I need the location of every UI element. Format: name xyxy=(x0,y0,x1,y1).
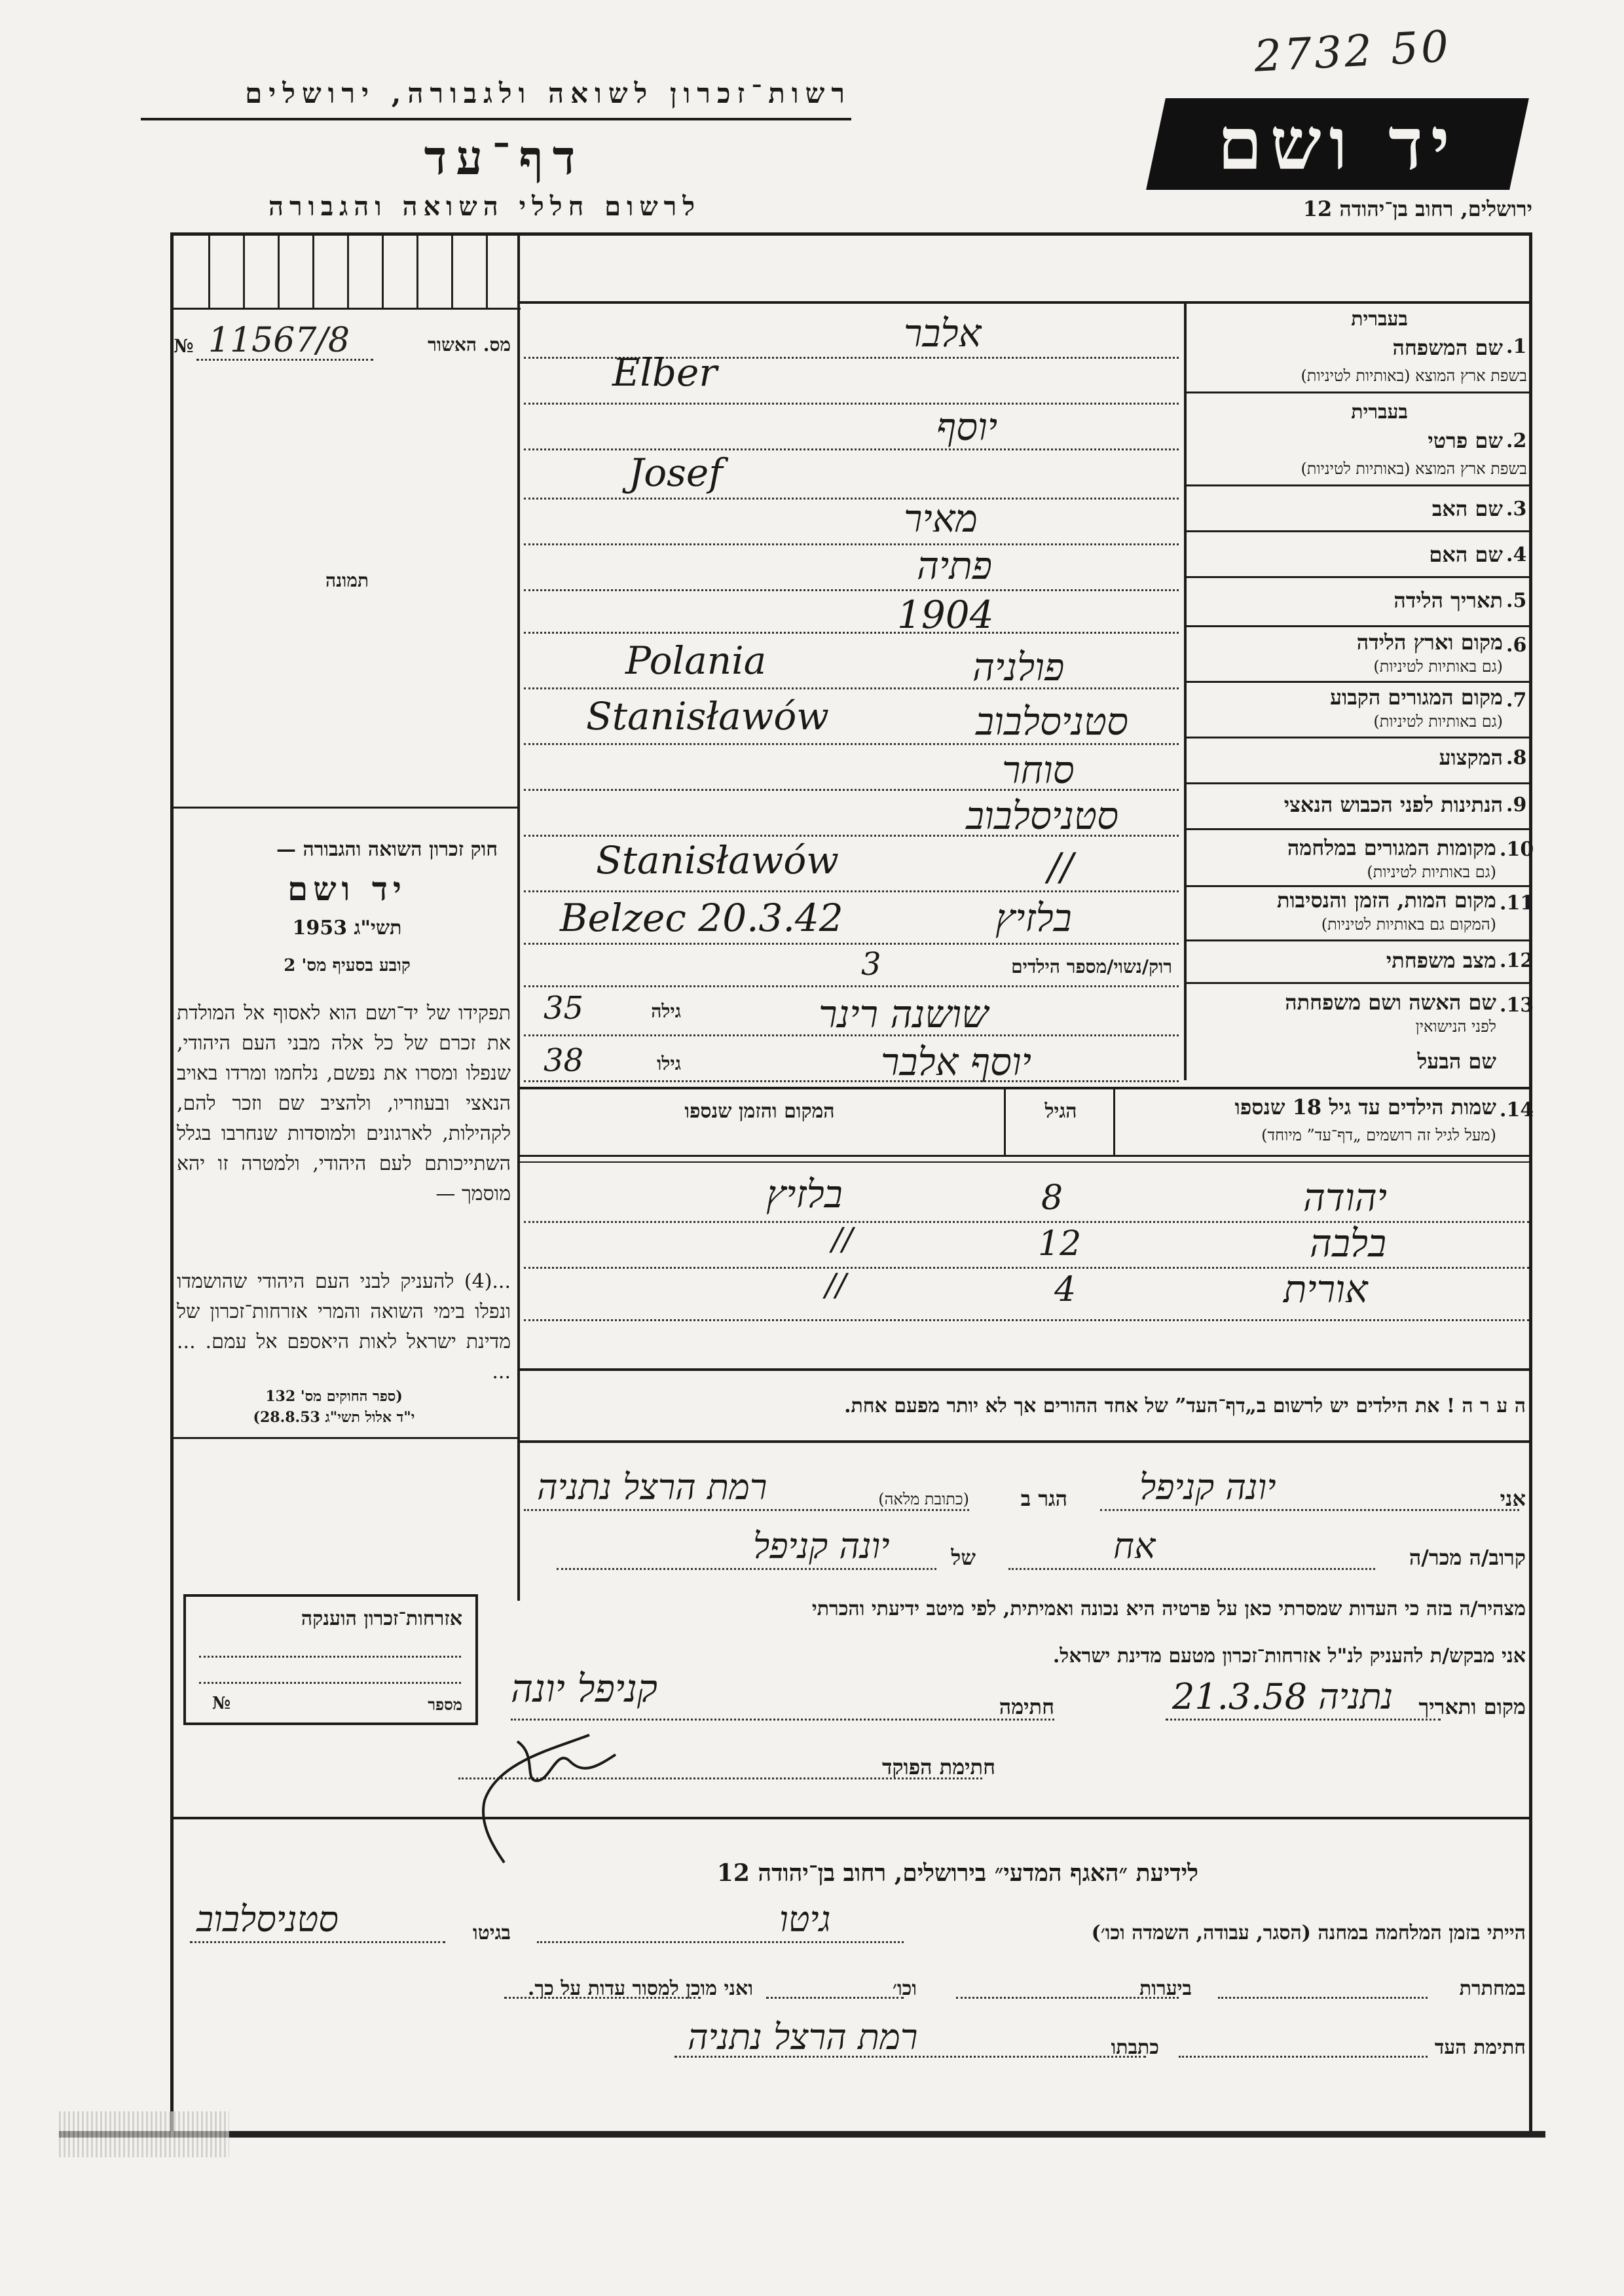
law-year: 1953 xyxy=(292,917,348,939)
field-7-num: 7. xyxy=(1506,689,1527,712)
approval-value: 11567/8 xyxy=(208,321,350,360)
children-age-divider-left xyxy=(1004,1089,1006,1155)
field-8-label: המקצוע xyxy=(1439,745,1503,770)
top-strip-rule xyxy=(517,301,1531,304)
org-line: רשות־זכרון לשואה ולגבורה, ירושלים xyxy=(245,77,851,109)
wife-age-label: גילה xyxy=(651,1000,681,1022)
first-name-latin: Josef xyxy=(629,450,723,495)
husband-age-label: גילו xyxy=(657,1053,681,1074)
field-2-latin-note: בשפת ארץ המוצא (באותיות לטיניות) xyxy=(1301,460,1527,478)
field-5-label: תאריך הלידה xyxy=(1393,588,1503,613)
field-1-num: 1. xyxy=(1506,335,1527,358)
law-year-he: תשי"ג xyxy=(354,917,402,939)
decl-place-date: נתניה 21.3.58 xyxy=(1172,1676,1393,1717)
photo-bottom-rule xyxy=(174,807,519,809)
law-clause: קובע בסעיף מס' 2 xyxy=(284,956,411,975)
field-12-num: 12. xyxy=(1500,949,1534,972)
science-title: לידיעת ״האגף המדעי״ בירושלים, רחוב בן־יהודה 12 xyxy=(716,1859,1198,1887)
science-forests-label: ביערות xyxy=(1139,1977,1192,2000)
decl-of-label: של xyxy=(951,1545,976,1570)
field-3-num: 3. xyxy=(1506,498,1527,520)
child-2-name: בלבה xyxy=(1310,1221,1387,1266)
residence-latin: Stanisławów xyxy=(586,694,829,738)
first-name-he: יוסף xyxy=(936,405,998,449)
field-9-num: 9. xyxy=(1506,793,1527,816)
birth-date: 1904 xyxy=(897,592,994,637)
form-subtitle: לרשום חללי השואה והגבורה xyxy=(268,191,701,222)
field-8-num: 8. xyxy=(1506,746,1527,769)
residence-he: סטניסלבוב xyxy=(976,699,1128,744)
science-ghetto-label: בגיטו xyxy=(472,1922,511,1944)
header-address: ירושלים, רחוב בן־יהודה 12 xyxy=(1302,196,1532,221)
law-title: חוק זכרון השואה והגבורה — xyxy=(276,838,498,861)
death-place-latin: Belzec 20.3.42 xyxy=(560,896,843,940)
occupation: סוחר xyxy=(1002,748,1075,792)
science-address: רמת הרצל נתניה xyxy=(688,2016,918,2058)
photo-label: תמונה xyxy=(325,570,369,591)
citizenship-title: אזרחות־זכרון הוענקה xyxy=(301,1607,462,1630)
husband-name: יוסף אלבר xyxy=(881,1040,1031,1084)
law-body: תפקידו של יד־ושם הוא לאסוף אל המולדת את זכרם של כל אלה מבני העם היהודי, שנפלו ומסרו את נפשם, נלחמו ומרדו באויב הנאצי ובעוזריו, ולהציב שם וזכר להם, לקהילות, לארגונים ולמוסדות שנחרבו בגלל השתייכותם לעם היהודי, ולמטרה זו יהא מוסמך — xyxy=(177,1002,511,1205)
citizenship-number-label: מספר xyxy=(428,1695,462,1714)
field-11-note: (המקום גם באותיות לטיניות) xyxy=(1321,915,1496,934)
child-3-age: 4 xyxy=(1054,1270,1077,1309)
approval-label: מס. האשור xyxy=(428,334,511,355)
field-9-label: הנתינות לפני הכבוש הנאצי xyxy=(1283,792,1503,817)
field-7-note: (גם באותיות לטיניות) xyxy=(1373,712,1503,731)
decl-officer-sig-label: חתימת הפוקד xyxy=(882,1755,995,1779)
children-age-divider-right xyxy=(1113,1089,1115,1155)
birth-place-he: פולניה xyxy=(972,645,1065,689)
field-12-label: מצב משפחתי xyxy=(1386,948,1496,973)
yad-vashem-logo xyxy=(1146,98,1529,190)
children-col-age: הגיל xyxy=(1044,1100,1077,1123)
surname-latin: Elber xyxy=(612,350,718,395)
field-5-num: 5. xyxy=(1506,589,1527,612)
field-10-note: (גם באותיות לטיניות) xyxy=(1367,863,1496,881)
field-7-label: מקום המגורים הקבוע xyxy=(1330,685,1503,710)
wife-name: שושנה רינר xyxy=(819,992,989,1036)
child-2-age: 12 xyxy=(1038,1224,1082,1264)
decl-relative-label: קרוב/ה מכר/ה xyxy=(1409,1545,1526,1570)
decl-signature: קניפל יונה xyxy=(511,1666,657,1711)
field-11-num: 11. xyxy=(1500,892,1534,915)
field-3-label: שם האב xyxy=(1431,496,1503,521)
archive-number: 2732 50 xyxy=(1253,21,1452,82)
logo-text: יד ושם xyxy=(1217,101,1458,186)
decl-place-date-label: מקום ותאריך xyxy=(1418,1694,1526,1719)
children-col-place: המקום והזמן שנספו xyxy=(684,1100,835,1123)
decl-witness-name: יונה קניפל xyxy=(1139,1467,1276,1508)
scan-noise xyxy=(59,2111,229,2157)
wartime-residence-latin: Stanisławów xyxy=(596,838,839,883)
science-ghetto: סטניסלבוב xyxy=(196,1899,339,1940)
note-line: ה ע ר ה ! את הילדים יש לרשום ב„דף־העד” של אחד ההורים אך לא יותר מפעם אחת. xyxy=(844,1394,1526,1417)
decl-resides-label: הגר ב xyxy=(1020,1486,1067,1511)
left-column-divider xyxy=(517,236,520,1601)
child-3-place: // xyxy=(825,1267,847,1303)
field-2-hebrew-tag: בעברית xyxy=(1351,401,1408,424)
science-witness-sig-label: חתימת העד xyxy=(1434,2036,1526,2059)
left-strip-rule xyxy=(174,308,521,310)
birth-place-latin: Polania xyxy=(625,638,767,683)
children-note: (מעל לגיל זה רושמים „דף־עד” מיוחד) xyxy=(1261,1126,1496,1144)
field-6-label: מקום וארץ הלידה xyxy=(1356,630,1503,655)
decl-address: רמת הרצל נתניה xyxy=(537,1467,767,1508)
decl-statement: מצהיר/ה בזה כי העדות שמסרתי כאן על פרטיה היא נכונה ואמיתית, לפי מיטב ידיעתי והכרתי xyxy=(811,1597,1526,1620)
husband-label: שם הבעל xyxy=(1417,1049,1496,1074)
law-name: יד ושם xyxy=(287,869,407,908)
top-box-strip xyxy=(174,236,521,308)
science-line1: הייתי בזמן המלחמה במחנה (הסגר, עבודה, השמדה וכו׳) xyxy=(1091,1922,1526,1944)
science-hiding-label: במחתרת xyxy=(1459,1977,1526,2000)
decl-of-name: יונה קניפל xyxy=(753,1525,890,1567)
child-1-age: 8 xyxy=(1041,1178,1063,1218)
field-10-label: מקומות המגורים במלחמה xyxy=(1287,835,1496,860)
law-ref-2: י"ד אלול תשי"ג 28.8.53) xyxy=(253,1409,415,1426)
children-label: שמות הילדים עד גיל 18 שנספו xyxy=(1234,1095,1496,1120)
child-2-place: // xyxy=(832,1221,853,1258)
citizenship-box xyxy=(183,1594,478,1725)
field-1-label: שם המשפחה xyxy=(1392,335,1503,360)
decl-relation: אח xyxy=(1113,1525,1156,1567)
husband-age: 38 xyxy=(544,1042,584,1079)
children-count: 3 xyxy=(861,946,881,983)
field-4-num: 4. xyxy=(1506,543,1527,566)
marital-status-label: רוק/נשוי/מספר הילדים xyxy=(1011,956,1172,977)
field-1-hebrew-tag: בעברית xyxy=(1351,308,1408,331)
nationality: סטניסלבוב xyxy=(966,793,1118,838)
science-address-label: כתבתו xyxy=(1111,2036,1159,2059)
decl-ani: אני xyxy=(1500,1486,1526,1511)
wife-age: 35 xyxy=(544,990,584,1027)
field-11-label: מקום המות, הזמן והנסיבות xyxy=(1276,888,1496,913)
field-1-latin-note: בשפת ארץ המוצא (באותיות לטיניות) xyxy=(1301,367,1527,385)
surname-he: אלבר xyxy=(904,311,982,355)
law-clause-4: ...(4) להעניק לבני העם היהודי שהושמדו ונפלו בימי השואה והמרי אזרחות־זכרון של מדינת ישראל לאות היאספם אל עמם. ... ... xyxy=(177,1270,511,1383)
field-10-num: 10. xyxy=(1500,838,1534,861)
scan-edge xyxy=(59,2131,1545,2138)
form-title: דף־עד xyxy=(424,130,585,185)
child-1-name: יהודה xyxy=(1303,1175,1387,1220)
field-2-num: 2. xyxy=(1506,429,1527,452)
approval-no-sign: № xyxy=(174,335,194,357)
child-3-name: אורית xyxy=(1283,1267,1368,1311)
field-6-num: 6. xyxy=(1506,634,1527,657)
label-column-divider xyxy=(1184,301,1187,1080)
mother-name: פתיה xyxy=(917,543,992,588)
field-13-num: 13. xyxy=(1500,994,1534,1017)
science-ready: ואני מוכן למסור עדות על כך. xyxy=(527,1977,753,2000)
field-6-note: (גם באותיות לטיניות) xyxy=(1373,657,1503,676)
citizenship-no-sign: № xyxy=(212,1694,231,1713)
death-place-he: בלזיץ xyxy=(995,896,1072,940)
wartime-residence-he: // xyxy=(1048,845,1074,889)
field-13-label: שם האשה ושם משפחתה xyxy=(1285,990,1496,1015)
science-etc-label: וכו׳ xyxy=(893,1977,917,2000)
science-camp: גיטו xyxy=(779,1899,831,1940)
decl-request: אני מבקש/ת להעניק לנ"ל אזרחות־זכרון מטעם מדינת ישראל. xyxy=(1052,1645,1526,1667)
decl-signature-label: חתימה xyxy=(999,1694,1054,1719)
header-rule xyxy=(141,118,851,120)
child-1-place: בלזיץ xyxy=(766,1172,843,1216)
children-num: 14. xyxy=(1500,1099,1534,1121)
field-4-label: שם האם xyxy=(1429,542,1503,567)
officer-signature xyxy=(458,1722,629,1866)
field-2-label: שם פרטי xyxy=(1428,428,1503,453)
law-ref: (ספר החוקים מס' 132 xyxy=(265,1388,403,1405)
decl-address-note: (כתובת מלאה) xyxy=(878,1490,969,1508)
father-name: מאיר xyxy=(904,496,978,541)
field-13-note: לפני הנישואין xyxy=(1415,1017,1496,1036)
